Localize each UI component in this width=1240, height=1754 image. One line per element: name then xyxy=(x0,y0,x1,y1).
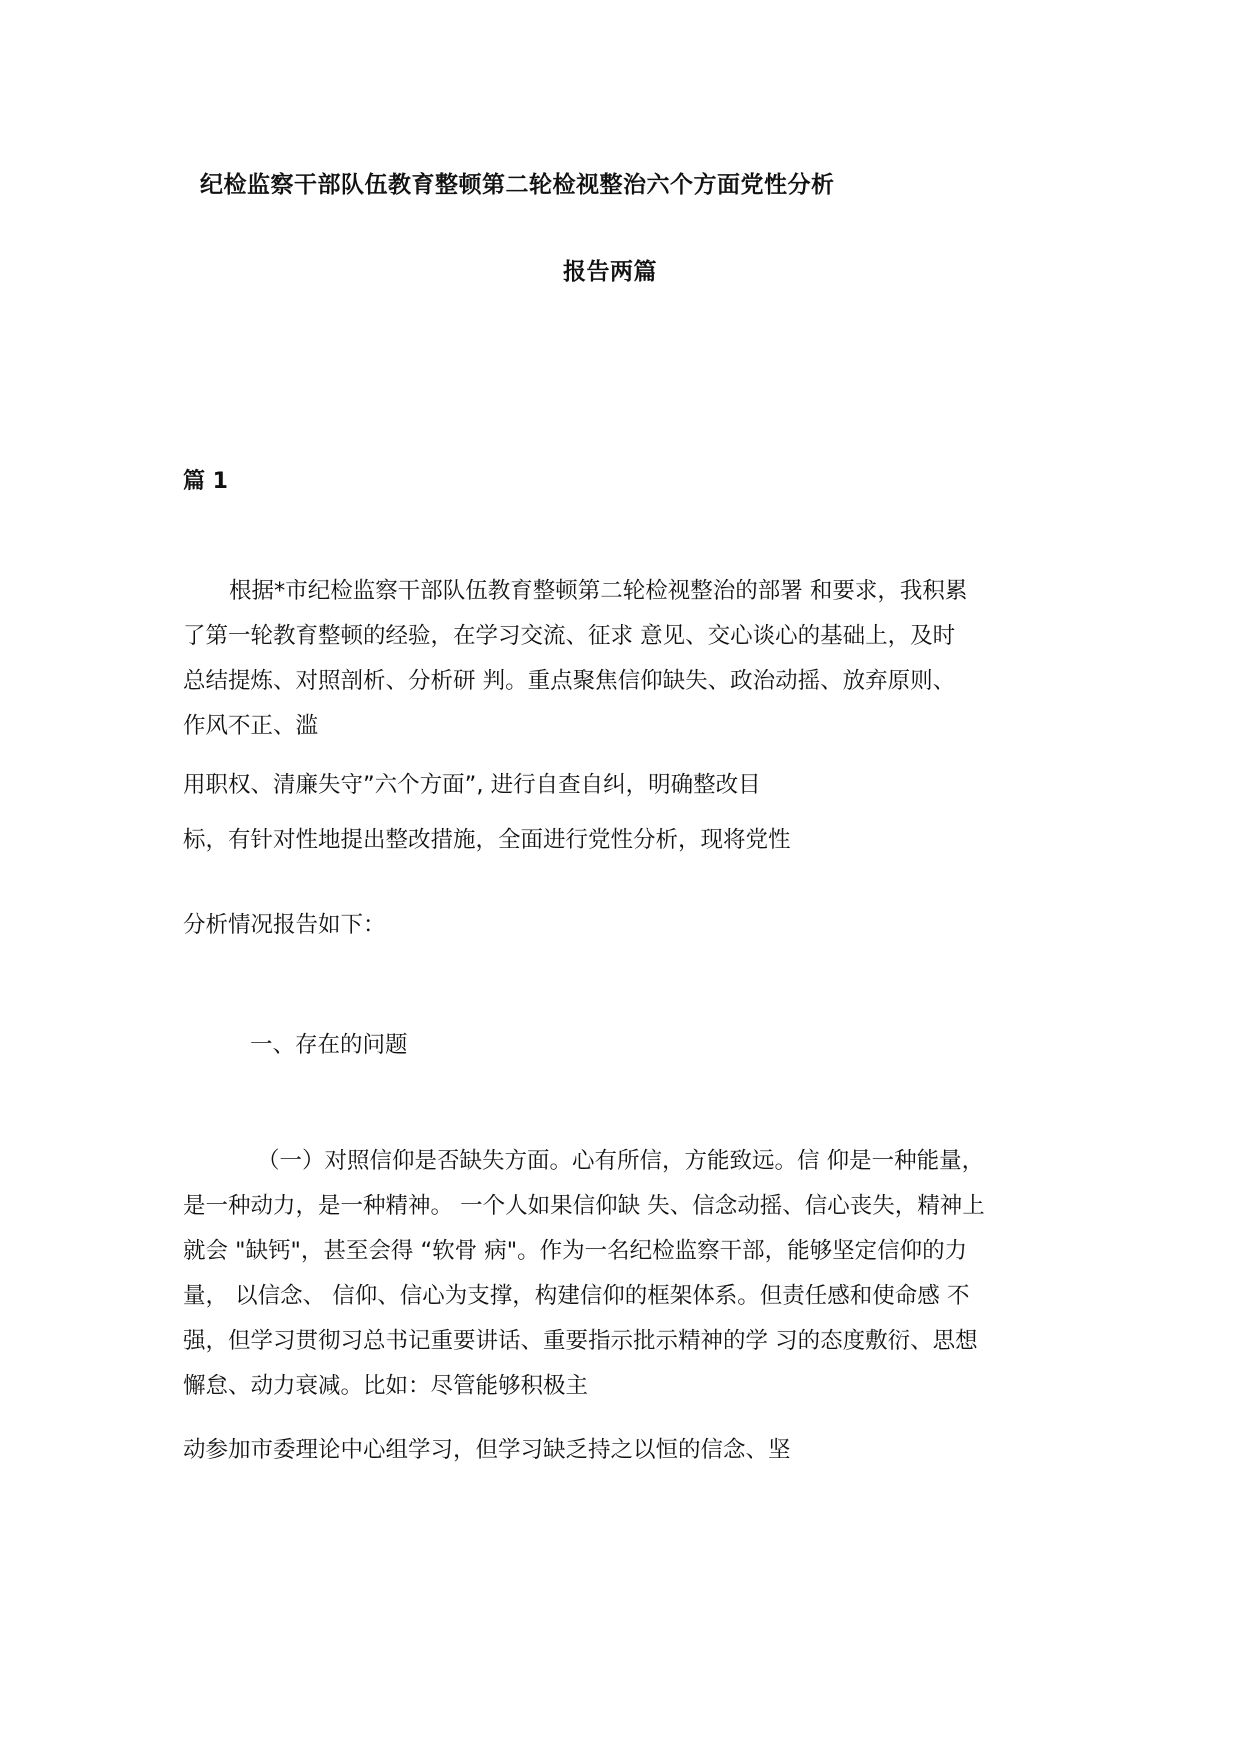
paragraph-2-line-4: 量， 以信念、 信仰、信心为支撑，构建信仰的框架体系。但责任感和使命感 不 xyxy=(183,1283,970,1309)
paragraph-1-line-1: 根据*市纪检监察干部队伍教育整顿第二轮检视整治的部署 和要求，我积累 xyxy=(229,578,968,604)
paragraph-2-continuation: 动参加市委理论中心组学习，但学习缺乏持之以恒的信念、坚 xyxy=(183,1437,791,1463)
document-title-line-2: 报告两篇 xyxy=(563,259,657,285)
section-label: 篇 1 xyxy=(183,469,228,494)
paragraph-1-line-4: 作风不正、滥 xyxy=(183,713,319,739)
paragraph-1-line-3: 总结提炼、对照剖析、分析研 判。重点聚焦信仰缺失、政治动摇、放弃原则、 xyxy=(183,668,956,694)
paragraph-2-line-5: 强，但学习贯彻习总书记重要讲话、重要指示批示精神的学 习的态度敷衍、思想 xyxy=(183,1328,978,1354)
heading-existing-problems: 一、存在的问题 xyxy=(250,1032,408,1058)
paragraph-1-line-2: 了第一轮教育整顿的经验，在学习交流、征求 意见、交心谈心的基础上，及时 xyxy=(183,623,956,649)
paragraph-2-line-1: （一）对照信仰是否缺失方面。心有所信，方能致远。信 仰是一种能量， xyxy=(257,1148,985,1174)
paragraph-2-line-6: 懈怠、动力衰减。比如：尽管能够积极主 xyxy=(183,1373,589,1399)
paragraph-1-continuation-1: 用职权、清廉失守”六个方面”, 进行自查自纠，明确整改目 xyxy=(183,772,761,798)
paragraph-2-line-3: 就会 "缺钙"，甚至会得 “软骨 病"。作为一名纪检监察干部，能够坚定信仰的力 xyxy=(183,1238,968,1264)
paragraph-1-continuation-3: 分析情况报告如下： xyxy=(183,912,386,938)
document-title-line-1: 纪检监察干部队伍教育整顿第二轮检视整治六个方面党性分析 xyxy=(200,172,835,198)
paragraph-2-line-2: 是一种动力，是一种精神。 一个人如果信仰缺 失、信念动摇、信心丧失，精神上 xyxy=(183,1193,985,1219)
paragraph-1-continuation-2: 标，有针对性地提出整改措施，全面进行党性分析，现将党性 xyxy=(183,827,791,853)
